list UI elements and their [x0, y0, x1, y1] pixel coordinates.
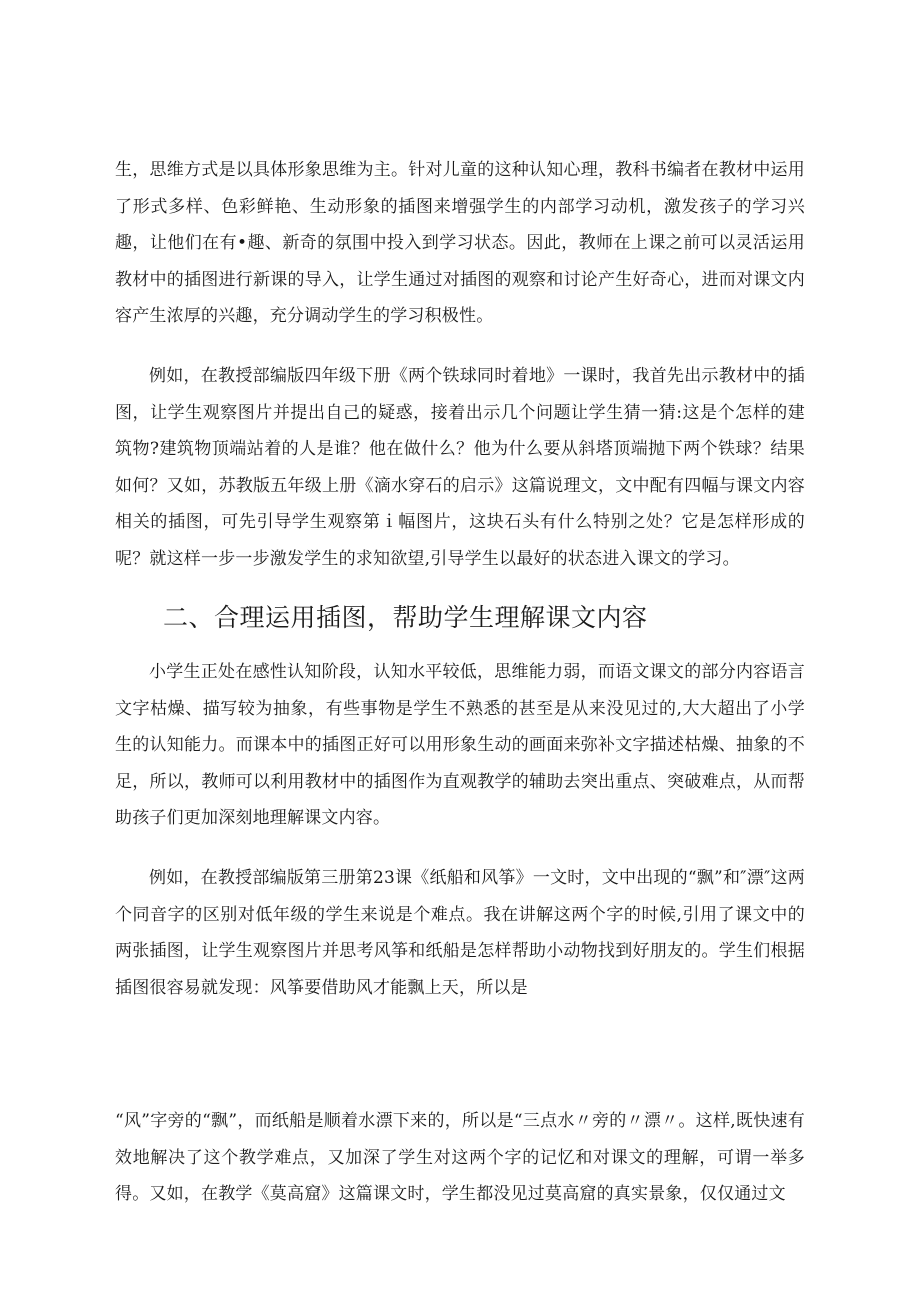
- paragraph-1: 生，思维方式是以具体形象思维为主。针对儿童的这种认知心理，教科书编者在教材中运用了形式多样、色彩鲜艳、生动形象的插图来增强学生的内部学习动机，激发孩子的学习兴趣，让他们在有•趣、新奇的氛围中投入到学习状态。因此，教师在上课之前可以灵活运用教材中的插图进行新课的导入，让学生通过对插图的观察和讨论产生好奇心，进而对课文内容产生浓厚的兴趣，充分调动学生的学习积极性。: [115, 160, 805, 326]
- paragraph-2: 例如，在教授部编版四年级下册《两个铁球同时着地》一课时，我首先出示教材中的插图，让学生观察图片并提出自己的疑惑，接着出示几个问题让学生猜一猜:这是个怎样的建筑物?建筑物顶端站着的人是谁？他在做什么？他为什么要从斜塔顶端抛下两个铁球？结果如何？又如，苏教版五年级上册《滴水穿石的启示》这篇说理文，文中配有四幅与课文内容相关的插图，可先引导学生观察第ｉ幅图片，这块石头有什么特别之处？它是怎样形成的呢？就这样一步一步激发学生的求知欲望,引导学生以最好的状态进入课文的学习。: [115, 366, 805, 569]
- paragraph-3: 小学生正处在感性认知阶段，认知水平较低，思维能力弱，而语文课文的部分内容语言文字枯燥、描写较为抽象，有些事物是学生不熟悉的甚至是从来没见过的,大大超出了小学生的认知能力。而课本中的插图正好可以用形象生动的画面来弥补文字描述枯燥、抽象的不足，所以，教师可以利用教材中的插图作为直观教学的辅助去突出重点、突破难点，从而帮助孩子们更加深刻地理解课文内容。: [115, 662, 805, 828]
- paragraph-4: 例如，在教授部编版第三册第23课《纸船和风筝》一文时，文中出现的“飘”和″漂″这两个同音字的区别对低年级的学生来说是个难点。我在讲解这两个字的时候,引用了课文中的两张插图，让学生观察图片并思考风筝和纸船是怎样帮助小动物找到好朋友的。学生们根据插图很容易就发现：风筝要借助风才能飘上天，所以是: [115, 868, 805, 998]
- section-heading: 二、合理运用插图，帮助学生理解课文内容: [163, 603, 648, 632]
- paragraph-5: “风”字旁的“飘”，而纸船是顺着水漂下来的，所以是“三点水〃旁的〃漂〃。这样,既快速有效地解决了这个教学难点，又加深了学生对这两个字的记忆和对课文的理解，可谓一举多得。又如，在教学《莫高窟》这篇课文时，学生都没见过莫高窟的真实景象，仅仅通过文: [115, 1111, 805, 1204]
